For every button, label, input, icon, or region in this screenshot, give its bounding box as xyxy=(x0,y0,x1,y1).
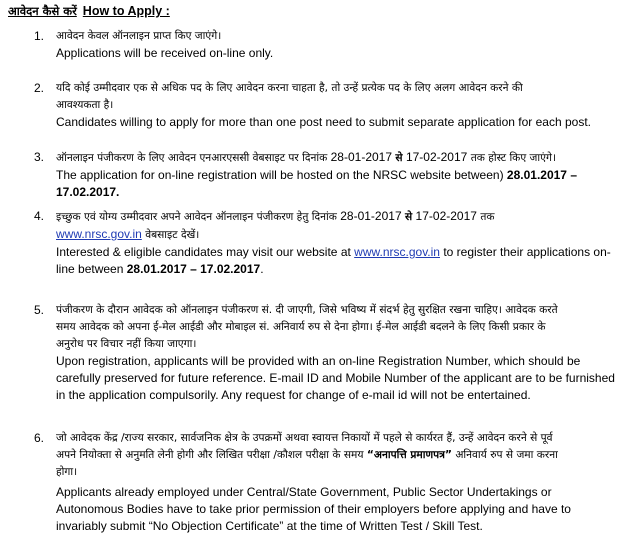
noc-term: “अनापत्ति प्रमाणपत्र” xyxy=(366,449,452,461)
item-english-line-3: in the application compulsorily. Any request for change of e-mail id will not be entertained. xyxy=(56,388,531,402)
date-range: 28.01.2017 – 17.02.2017 xyxy=(126,262,261,276)
item-number: 3. xyxy=(34,150,45,164)
hindi-part: तक होस्ट किए जाएंगे। xyxy=(470,152,556,164)
end-date: 17-02-2017 xyxy=(415,209,477,223)
start-date: 28.01.2017 – xyxy=(506,168,577,182)
start-date: 28-01-2017 xyxy=(330,150,393,164)
heading-hindi: आवेदन कैसे करें xyxy=(8,4,77,18)
end-date: 17-02-2017 xyxy=(405,150,468,164)
hindi-part: अनिवार्य रुप से जमा करना xyxy=(455,449,558,461)
item-number: 4. xyxy=(34,209,45,223)
english-part: The application for on-line registration will be hosted on the NRSC website between) xyxy=(56,168,504,182)
item-english-line-3: invariably submit “No Objection Certificate” at the time of Written Test / Skill Test. xyxy=(56,519,483,533)
hindi-part: इच्छुक एवं योग्य उम्मीदवार अपने आवेदन ऑनलाइन पंजीकरण हेतु दिनांक xyxy=(56,211,337,223)
english-part: . xyxy=(260,262,264,276)
start-date: 28-01-2017 xyxy=(340,209,402,223)
website-link[interactable]: www.nrsc.gov.in xyxy=(354,245,440,259)
item-hindi-text: आवेदन केवल ऑनलाइन प्राप्त किए जाएंगे। xyxy=(56,30,222,42)
item-number: 6. xyxy=(34,431,45,445)
item-english-text: Candidates willing to apply for more than one post need to submit separate application for each post. xyxy=(56,115,591,129)
item-hindi-line-2 xyxy=(56,226,632,244)
item-hindi-line-1: जो आवेदक केंद्र /राज्य सरकार, सार्वजनिक क्षेत्र के उपक्रमों अथवा स्वायत्त निकायों में पहले से कार्यरत हैं, उन्हें आवेदन करने से पूर्व xyxy=(56,432,553,444)
item-english-line-1: Upon registration, applicants will be provided with an on-line Registration Number, which should be xyxy=(56,354,581,368)
hindi-part: अपने नियोक्ता से अनुमति लेनी होगी और लिखित परीक्षा /कौशल परीक्षा के समय xyxy=(56,449,364,461)
english-part: Interested & eligible candidates may visit our website at xyxy=(56,245,351,259)
hindi-part: ऑनलाइन पंजीकरण के लिए आवेदन एनआरएससी वेबसाइट पर दिनांक xyxy=(56,152,328,164)
item-hindi-line-1: पंजीकरण के दौरान आवेदक को ऑनलाइन पंजीकरण सं. दी जाएगी, जिसे भविष्य में संदर्भ हेतु सुरक्षित रखना चाहिए। आवेदक करते xyxy=(56,304,558,316)
item-english-text: Applications will be received on-line only. xyxy=(56,46,274,60)
item-english-line-1: Applicants already employed under Central/State Government, Public Sector Undertakings or xyxy=(56,485,552,499)
item-english-line-2 xyxy=(56,261,632,278)
hindi-part: वेबसाइट देखें। xyxy=(145,229,200,241)
item-hindi-line-1: यदि कोई उम्मीदवार एक से अधिक पद के लिए आवेदन करना चाहता है, तो उन्हें प्रत्येक पद के लिए अलग आवेदन करने की xyxy=(56,82,523,94)
english-part: line between xyxy=(56,262,124,276)
hindi-se: से xyxy=(405,211,413,223)
item-number: 5. xyxy=(34,303,45,317)
hindi-part: तक xyxy=(480,211,495,223)
hindi-se: से xyxy=(395,152,403,164)
item-english-line-2: Autonomous Bodies have to take prior permission of their employers before applying and have to xyxy=(56,502,571,516)
heading-english: How to Apply : xyxy=(82,4,170,18)
english-part: to register their applications on- xyxy=(443,245,611,259)
item-hindi-line-2 xyxy=(56,447,632,464)
page-heading xyxy=(8,4,170,19)
item-english-text xyxy=(56,167,632,201)
item-number: 1. xyxy=(34,29,45,43)
item-hindi-line-3: अनुरोध पर विचार नहीं किया जाएगा। xyxy=(56,338,197,350)
item-english-line-1 xyxy=(56,244,632,261)
website-link[interactable]: www.nrsc.gov.in xyxy=(56,227,142,241)
item-hindi-text xyxy=(56,149,632,167)
item-hindi-line-2: समय आवेदक को अपना ई-मेल आईडी और मोबाइल सं. अनिवार्य रुप से देना होगा। ई-मेल आईडी बदलने के लिए किसी प्रकार के xyxy=(56,321,546,333)
item-hindi-line-3: होगा। xyxy=(56,466,78,478)
item-hindi-line-1 xyxy=(56,208,632,226)
item-number: 2. xyxy=(34,81,45,95)
item-hindi-line-2: आवश्यकता है। xyxy=(56,99,114,111)
end-date: 17.02.2017. xyxy=(56,185,120,199)
item-english-line-2: carefully preserved for future reference. E-mail ID and Mobile Number of the applicant are to be furnished xyxy=(56,371,615,385)
